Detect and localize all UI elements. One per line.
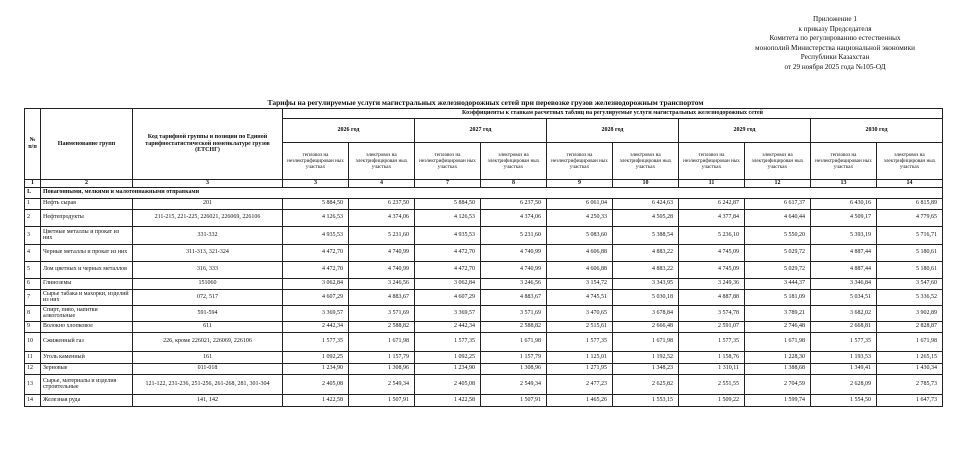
coefficient-cell: 3 062,84 bbox=[415, 278, 481, 289]
table-row bbox=[25, 289, 943, 305]
etsng-code: 072, 517 bbox=[133, 289, 283, 305]
coefficient-cell: 5 180,61 bbox=[877, 244, 943, 261]
coefficient-cell: 3 571,69 bbox=[349, 305, 415, 321]
cargo-name: Нефтепродукты bbox=[41, 209, 133, 226]
coefficient-cell: 4 472,70 bbox=[283, 244, 349, 261]
header-electric: электровоз на электрифицирован ных участках bbox=[613, 143, 679, 180]
coefficient-cell: 2 625,82 bbox=[613, 374, 679, 394]
col-index: 10 bbox=[613, 180, 679, 188]
coefficient-cell: 1 193,53 bbox=[811, 351, 877, 363]
coefficient-cell: 4 740,99 bbox=[481, 244, 547, 261]
coefficient-cell: 5 236,10 bbox=[679, 226, 745, 244]
document-title: Тарифы на регулируемые услуги магистральных железнодорожных сетей при перевозке грузов железнодорожным транспортом bbox=[267, 98, 704, 107]
coefficient-cell: 1 308,96 bbox=[481, 363, 547, 374]
coefficient-cell: 4 887,44 bbox=[811, 244, 877, 261]
coefficient-cell: 2 477,23 bbox=[547, 374, 613, 394]
table-row bbox=[25, 394, 943, 406]
coefficient-cell: 1 509,22 bbox=[679, 394, 745, 406]
coefficient-cell: 5 180,61 bbox=[877, 261, 943, 278]
table-row bbox=[25, 226, 943, 244]
coefficient-cell: 2 588,82 bbox=[481, 321, 547, 332]
header-electric: электровоз на электрифицирован ных участках bbox=[349, 143, 415, 180]
coefficient-cell: 2 668,81 bbox=[811, 321, 877, 332]
etsng-code: 226, кроме 226021, 226069, 226106 bbox=[133, 332, 283, 351]
coefficient-cell: 1 157,79 bbox=[481, 351, 547, 363]
coefficient-cell: 1 388,68 bbox=[745, 363, 811, 374]
coefficient-cell: 1 465,26 bbox=[547, 394, 613, 406]
annex-line: Республики Казахстан bbox=[800, 53, 870, 62]
col-index: 13 bbox=[811, 180, 877, 188]
cargo-name: Сырье, материалы и изделия строительные bbox=[41, 374, 133, 394]
etsng-code: 316, 333 bbox=[133, 261, 283, 278]
coefficient-cell: 4 472,70 bbox=[415, 261, 481, 278]
coefficient-cell: 4 126,53 bbox=[283, 209, 349, 226]
header-num: № п/п bbox=[25, 109, 41, 180]
annex-line: к приказу Председателя bbox=[798, 24, 872, 33]
coefficient-cell: 2 549,34 bbox=[349, 374, 415, 394]
header-year: 2030 год bbox=[811, 119, 943, 143]
cargo-name: Волокно хлопковое bbox=[41, 321, 133, 332]
coefficient-cell: 4 606,88 bbox=[547, 244, 613, 261]
coefficient-cell: 1 271,95 bbox=[547, 363, 613, 374]
coefficient-cell: 5 231,60 bbox=[349, 226, 415, 244]
etsng-code: 011-018 bbox=[133, 363, 283, 374]
coefficient-cell: 5 884,50 bbox=[283, 198, 349, 209]
coefficient-cell: 3 571,69 bbox=[481, 305, 547, 321]
coefficient-cell: 3 574,78 bbox=[679, 305, 745, 321]
table-row bbox=[25, 321, 943, 332]
cargo-name: Железная руда bbox=[41, 394, 133, 406]
cargo-name: Глиноземы bbox=[41, 278, 133, 289]
table-row bbox=[25, 332, 943, 351]
section-label: Повагонными, мелкими и малотоннажными отправками bbox=[41, 187, 943, 198]
table-row bbox=[25, 278, 943, 289]
coefficient-cell: 4 740,99 bbox=[349, 261, 415, 278]
coefficient-cell: 1 092,25 bbox=[415, 351, 481, 363]
coefficient-cell: 2 746,48 bbox=[745, 321, 811, 332]
coefficient-cell: 1 125,01 bbox=[547, 351, 613, 363]
cargo-name: Сырье табака и махорки, изделий из них bbox=[41, 289, 133, 305]
coefficient-cell: 1 647,73 bbox=[877, 394, 943, 406]
col-index: 2 bbox=[41, 180, 133, 188]
col-index: 7 bbox=[415, 180, 481, 188]
row-number: 12 bbox=[25, 363, 41, 374]
coefficient-cell: 4 745,09 bbox=[679, 261, 745, 278]
section-number: I. bbox=[25, 187, 41, 198]
coefficient-cell: 1 192,52 bbox=[613, 351, 679, 363]
coefficient-cell: 4 374,06 bbox=[481, 209, 547, 226]
cargo-name: Черные металлы и прокат из них bbox=[41, 244, 133, 261]
coefficient-cell: 2 549,34 bbox=[481, 374, 547, 394]
coefficient-cell: 1 310,11 bbox=[679, 363, 745, 374]
table-row bbox=[25, 374, 943, 394]
table-row bbox=[25, 351, 943, 363]
coefficient-cell: 1 577,35 bbox=[679, 332, 745, 351]
coefficient-cell: 3 249,36 bbox=[679, 278, 745, 289]
coefficient-cell: 4 883,22 bbox=[613, 244, 679, 261]
col-index: 3 bbox=[133, 180, 283, 188]
etsng-code: 611 bbox=[133, 321, 283, 332]
table-row bbox=[25, 244, 943, 261]
coefficient-cell: 1 554,50 bbox=[811, 394, 877, 406]
coefficient-cell: 4 509,17 bbox=[811, 209, 877, 226]
column-index-row bbox=[25, 180, 943, 188]
coefficient-cell: 6 237,50 bbox=[349, 198, 415, 209]
etsng-code: 141, 142 bbox=[133, 394, 283, 406]
coefficient-cell: 1 422,58 bbox=[415, 394, 481, 406]
coefficient-cell: 4 606,88 bbox=[547, 261, 613, 278]
coefficient-cell: 4 883,22 bbox=[613, 261, 679, 278]
coefficient-cell: 2 588,82 bbox=[349, 321, 415, 332]
coefficient-cell: 1 599,74 bbox=[745, 394, 811, 406]
section-row bbox=[25, 187, 943, 198]
coefficient-cell: 1 158,76 bbox=[679, 351, 745, 363]
coefficient-cell: 3 678,84 bbox=[613, 305, 679, 321]
col-index: 4 bbox=[349, 180, 415, 188]
coefficient-cell: 3 346,84 bbox=[811, 278, 877, 289]
coefficient-cell: 5 083,60 bbox=[547, 226, 613, 244]
cargo-name: Нефть сырая bbox=[41, 198, 133, 209]
header-electric: электровоз на электрифицирован ных участках bbox=[481, 143, 547, 180]
coefficient-cell: 1 430,34 bbox=[877, 363, 943, 374]
coefficient-cell: 3 369,57 bbox=[415, 305, 481, 321]
coefficient-cell: 3 246,56 bbox=[481, 278, 547, 289]
header-diesel: тепловоз на неэлектрифицирован ных участках bbox=[679, 143, 745, 180]
row-number: 9 bbox=[25, 321, 41, 332]
coefficient-cell: 1 228,30 bbox=[745, 351, 811, 363]
coefficient-cell: 5 716,71 bbox=[877, 226, 943, 244]
etsng-code: 151060 bbox=[133, 278, 283, 289]
cargo-name: Лом цветных и черных металлов bbox=[41, 261, 133, 278]
coefficient-cell: 4 126,53 bbox=[415, 209, 481, 226]
coefficient-cell: 2 515,61 bbox=[547, 321, 613, 332]
coefficient-cell: 3 246,56 bbox=[349, 278, 415, 289]
coefficient-cell: 1 671,98 bbox=[745, 332, 811, 351]
annex-line: от 29 ноября 2025 года №105-ОД bbox=[784, 62, 886, 71]
coefficient-cell: 5 550,20 bbox=[745, 226, 811, 244]
header-coefficients: Коэффициенты к ставкам расчетных таблиц на регулируемые услуги магистральных железнодорожных сетей bbox=[283, 109, 943, 119]
cargo-name: Сжиженный газ bbox=[41, 332, 133, 351]
col-index: 14 bbox=[877, 180, 943, 188]
coefficient-cell: 1 234,90 bbox=[415, 363, 481, 374]
cargo-name: Уголь каменный bbox=[41, 351, 133, 363]
coefficient-cell: 1 671,98 bbox=[481, 332, 547, 351]
coefficient-cell: 1 349,41 bbox=[811, 363, 877, 374]
coefficient-cell: 5 181,09 bbox=[745, 289, 811, 305]
row-number: 8 bbox=[25, 305, 41, 321]
coefficient-cell: 1 577,35 bbox=[283, 332, 349, 351]
coefficient-cell: 3 343,95 bbox=[613, 278, 679, 289]
row-number: 4 bbox=[25, 244, 41, 261]
etsng-code: 331-332 bbox=[133, 226, 283, 244]
coefficient-cell: 1 577,35 bbox=[415, 332, 481, 351]
coefficient-cell: 2 442,34 bbox=[415, 321, 481, 332]
etsng-code: 161 bbox=[133, 351, 283, 363]
row-number: 13 bbox=[25, 374, 41, 394]
coefficient-cell: 4 779,65 bbox=[877, 209, 943, 226]
coefficient-cell: 5 029,72 bbox=[745, 244, 811, 261]
coefficient-cell: 1 577,35 bbox=[547, 332, 613, 351]
row-number: 2 bbox=[25, 209, 41, 226]
row-number: 11 bbox=[25, 351, 41, 363]
coefficient-cell: 4 374,06 bbox=[349, 209, 415, 226]
header-row-1 bbox=[25, 109, 943, 119]
coefficient-cell: 5 034,51 bbox=[811, 289, 877, 305]
coefficient-cell: 1 671,98 bbox=[349, 332, 415, 351]
coefficient-cell: 3 682,02 bbox=[811, 305, 877, 321]
coefficient-cell: 1 507,91 bbox=[481, 394, 547, 406]
col-index: 12 bbox=[745, 180, 811, 188]
coefficient-cell: 1 422,58 bbox=[283, 394, 349, 406]
coefficient-cell: 1 348,23 bbox=[613, 363, 679, 374]
coefficient-cell: 4 640,44 bbox=[745, 209, 811, 226]
table-row bbox=[25, 209, 943, 226]
coefficient-cell: 2 591,07 bbox=[679, 321, 745, 332]
col-index: 9 bbox=[547, 180, 613, 188]
coefficient-cell: 2 628,09 bbox=[811, 374, 877, 394]
coefficient-cell: 1 265,15 bbox=[877, 351, 943, 363]
col-index: 3 bbox=[283, 180, 349, 188]
coefficient-cell: 4 745,09 bbox=[679, 244, 745, 261]
coefficient-cell: 6 237,50 bbox=[481, 198, 547, 209]
coefficient-cell: 4 607,29 bbox=[283, 289, 349, 305]
row-number: 5 bbox=[25, 261, 41, 278]
header-year: 2029 год bbox=[679, 119, 811, 143]
header-diesel: тепловоз на неэлектрифицирован ных участках bbox=[415, 143, 481, 180]
coefficient-cell: 3 062,84 bbox=[283, 278, 349, 289]
etsng-code: 311-313, 321-324 bbox=[133, 244, 283, 261]
coefficient-cell: 2 704,59 bbox=[745, 374, 811, 394]
header-year: 2026 год bbox=[283, 119, 415, 143]
coefficient-cell: 6 242,87 bbox=[679, 198, 745, 209]
coefficient-cell: 1 157,79 bbox=[349, 351, 415, 363]
row-number: 10 bbox=[25, 332, 41, 351]
etsng-code: 591-594 bbox=[133, 305, 283, 321]
coefficient-cell: 4 883,67 bbox=[481, 289, 547, 305]
coefficient-cell: 6 617,37 bbox=[745, 198, 811, 209]
coefficient-cell: 5 393,19 bbox=[811, 226, 877, 244]
coefficient-cell: 4 250,33 bbox=[547, 209, 613, 226]
table-row bbox=[25, 305, 943, 321]
coefficient-cell: 4 883,67 bbox=[349, 289, 415, 305]
coefficient-cell: 4 607,29 bbox=[415, 289, 481, 305]
row-number: 14 bbox=[25, 394, 41, 406]
header-code: Код тарифной группы и позиции по Единой тарифностатистической номенклатуре грузов (ЕТСНГ) bbox=[133, 109, 283, 180]
coefficient-cell: 5 030,18 bbox=[613, 289, 679, 305]
coefficient-cell: 6 061,04 bbox=[547, 198, 613, 209]
coefficient-cell: 5 388,54 bbox=[613, 226, 679, 244]
coefficient-cell: 2 666,48 bbox=[613, 321, 679, 332]
table-row bbox=[25, 198, 943, 209]
cargo-name: Спирт, пиво, напитки алкогольные bbox=[41, 305, 133, 321]
table-row bbox=[25, 261, 943, 278]
coefficient-cell: 4 935,53 bbox=[283, 226, 349, 244]
annex-line: Комитета по регулированию естественных bbox=[769, 34, 901, 43]
coefficient-cell: 4 887,88 bbox=[679, 289, 745, 305]
header-year: 2028 год bbox=[547, 119, 679, 143]
header-cargo-name: Наименование групп bbox=[41, 109, 133, 180]
col-index: 11 bbox=[679, 180, 745, 188]
coefficient-cell: 4 377,84 bbox=[679, 209, 745, 226]
row-number: 7 bbox=[25, 289, 41, 305]
coefficient-cell: 2 551,55 bbox=[679, 374, 745, 394]
row-number: 1 bbox=[25, 198, 41, 209]
row-number: 3 bbox=[25, 226, 41, 244]
coefficient-cell: 4 740,99 bbox=[481, 261, 547, 278]
coefficient-cell: 4 505,28 bbox=[613, 209, 679, 226]
coefficient-cell: 1 671,98 bbox=[613, 332, 679, 351]
header-year: 2027 год bbox=[415, 119, 547, 143]
coefficient-cell: 3 470,65 bbox=[547, 305, 613, 321]
table-row bbox=[25, 363, 943, 374]
coefficient-cell: 2 405,08 bbox=[283, 374, 349, 394]
coefficient-cell: 2 785,73 bbox=[877, 374, 943, 394]
coefficient-cell: 3 547,60 bbox=[877, 278, 943, 289]
coefficient-cell: 4 935,53 bbox=[415, 226, 481, 244]
coefficient-cell: 5 336,52 bbox=[877, 289, 943, 305]
header-electric: электровоз на электрифицирован ных участках bbox=[877, 143, 943, 180]
etsng-code: 121-122, 231-236, 251-256, 261-268, 281, 301-304 bbox=[133, 374, 283, 394]
header-diesel: тепловоз на неэлектрифицирован ных участках bbox=[811, 143, 877, 180]
coefficient-cell: 1 507,91 bbox=[349, 394, 415, 406]
coefficient-cell: 6 430,16 bbox=[811, 198, 877, 209]
col-index: 8 bbox=[481, 180, 547, 188]
coefficient-cell: 1 234,90 bbox=[283, 363, 349, 374]
tariff-table bbox=[24, 108, 943, 407]
col-index: 1 bbox=[25, 180, 41, 188]
coefficient-cell: 4 472,70 bbox=[283, 261, 349, 278]
coefficient-cell: 2 828,87 bbox=[877, 321, 943, 332]
coefficient-cell: 3 789,21 bbox=[745, 305, 811, 321]
coefficient-cell: 4 472,70 bbox=[415, 244, 481, 261]
annex-header bbox=[700, 15, 970, 73]
coefficient-cell: 1 671,98 bbox=[877, 332, 943, 351]
row-number: 6 bbox=[25, 278, 41, 289]
coefficient-cell: 1 092,25 bbox=[283, 351, 349, 363]
coefficient-cell: 5 884,50 bbox=[415, 198, 481, 209]
coefficient-cell: 4 745,51 bbox=[547, 289, 613, 305]
coefficient-cell: 4 740,99 bbox=[349, 244, 415, 261]
coefficient-cell: 3 444,37 bbox=[745, 278, 811, 289]
coefficient-cell: 3 902,89 bbox=[877, 305, 943, 321]
coefficient-cell: 3 154,72 bbox=[547, 278, 613, 289]
coefficient-cell: 6 424,63 bbox=[613, 198, 679, 209]
coefficient-cell: 1 577,35 bbox=[811, 332, 877, 351]
etsng-code: 211-215, 221-225, 226021, 226069, 226106 bbox=[133, 209, 283, 226]
annex-line: монополий Министерства национальной экономики bbox=[755, 43, 915, 52]
coefficient-cell: 5 029,72 bbox=[745, 261, 811, 278]
header-diesel: тепловоз на неэлектрифицирован ных участках bbox=[283, 143, 349, 180]
coefficient-cell: 4 887,44 bbox=[811, 261, 877, 278]
coefficient-cell: 6 815,89 bbox=[877, 198, 943, 209]
coefficient-cell: 2 442,34 bbox=[283, 321, 349, 332]
coefficient-cell: 1 308,96 bbox=[349, 363, 415, 374]
coefficient-cell: 5 231,60 bbox=[481, 226, 547, 244]
etsng-code: 201 bbox=[133, 198, 283, 209]
annex-line: Приложение 1 bbox=[813, 15, 857, 23]
coefficient-cell: 2 405,08 bbox=[415, 374, 481, 394]
coefficient-cell: 1 553,15 bbox=[613, 394, 679, 406]
header-electric: электровоз на электрифицирован ных участках bbox=[745, 143, 811, 180]
cargo-name: Зерновые bbox=[41, 363, 133, 374]
cargo-name: Цветные металлы и прокат из них bbox=[41, 226, 133, 244]
header-diesel: тепловоз на неэлектрифицирован ных участках bbox=[547, 143, 613, 180]
coefficient-cell: 3 369,57 bbox=[283, 305, 349, 321]
